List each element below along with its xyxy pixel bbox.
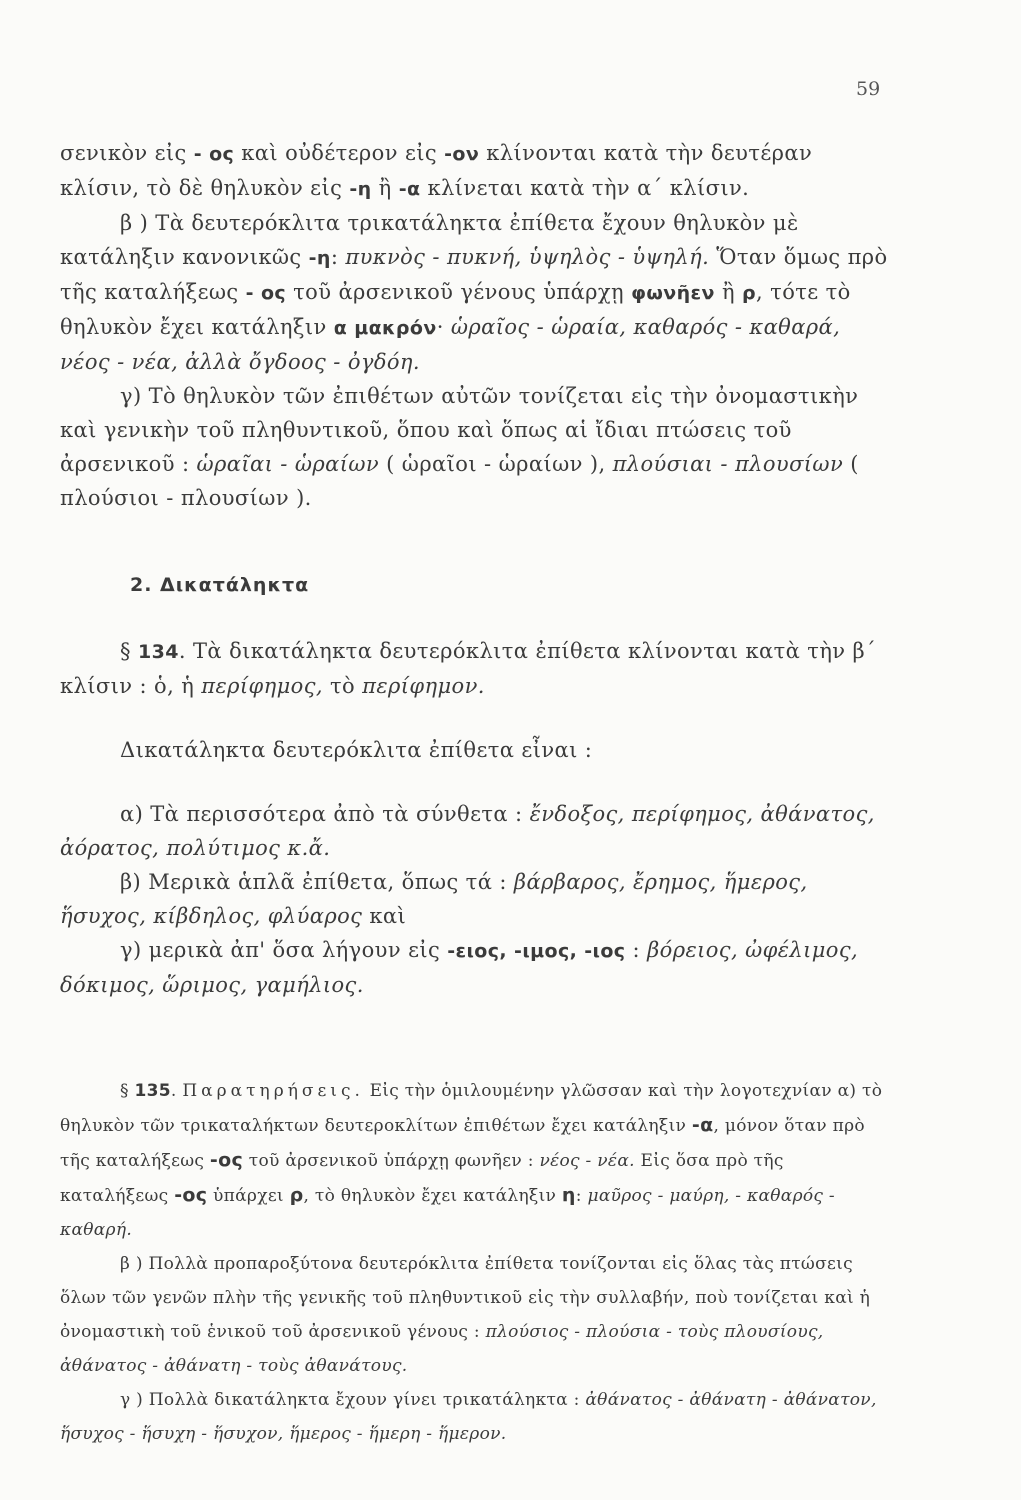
- text-run: , τότε τὸ θηλυκὸν ἔχει κατάληξιν: [60, 280, 851, 339]
- text-run-i: βόρειος, ὠφέλιμος, δόκιμος, ὥριμος, γαμήλιος.: [60, 938, 859, 997]
- text-run-b: η: [561, 1184, 576, 1206]
- text-run: ἢ: [371, 176, 399, 200]
- text-run: β ) Πολλὰ προπαροξύτονα δευτερόκλιτα ἐπίθετα τονίζονται εἰς ὅλας τὰς πτώσεις ὅλων τῶν γενῶν πλὴν τῆς γενικῆς τοῦ πληθυντικοῦ εἰς τὴν συλλαβήν, ποὺ τονίζεται καὶ ἡ ὀνομαστικὴ τοῦ ἑνικοῦ τοῦ ἀρσενικοῦ γένους :: [60, 1254, 871, 1342]
- text-run: καὶ: [362, 904, 407, 928]
- text-run: β ) Τὰ δευτερόκλιτα τρικατάληκτα ἐπίθετα ἔχουν θηλυκὸν μὲ κατάληξιν κανονικῶς: [60, 211, 799, 269]
- text-run-b: - ος: [245, 282, 287, 304]
- text-run: :: [330, 245, 346, 269]
- text-run-sec: 135: [134, 1081, 171, 1101]
- text-run: γ) μερικὰ ἀπ' ὅσα λήγουν εἰς: [120, 938, 448, 962]
- paragraph-beta-feminine-ending: [60, 206, 896, 379]
- text-run: §: [120, 1081, 135, 1101]
- text-run-b: -ειος, -ιμος, -ιος: [447, 940, 626, 962]
- text-run-b: -ος: [209, 1149, 244, 1171]
- section-heading-dikatalikta: 2. Δικατάληκτα: [130, 574, 310, 596]
- text-run-i: πλούσιαι - πλουσίων: [612, 452, 844, 476]
- text-run: τὸ: [322, 674, 363, 698]
- text-run-b: ρ: [742, 282, 757, 304]
- text-run-i: ὡραῖαι - ὡραίων: [196, 452, 380, 476]
- paragraph-section-135-beta: [60, 1247, 896, 1383]
- text-run-b: 134: [137, 641, 179, 663]
- text-run-b: -ος: [174, 1184, 208, 1206]
- text-run-b: -η: [308, 247, 331, 269]
- paragraph-section-135-gamma: [60, 1383, 896, 1451]
- text-run: ἢ: [714, 280, 743, 304]
- text-run-i: πυκνὸς - πυκνή, ὑψηλὸς - ὑψηλή.: [345, 245, 710, 269]
- page-number: 59: [856, 78, 881, 100]
- text-run: ὑπάρχει: [207, 1186, 290, 1206]
- text-run: :: [575, 1186, 588, 1206]
- text-run-b: -η: [349, 178, 372, 200]
- paragraph-section-135-alpha: [60, 1074, 896, 1247]
- list-item-alpha: [60, 797, 896, 865]
- text-run: ( πλούσιοι - πλουσίων ).: [60, 452, 859, 510]
- text-run: Εἰς τὴν ὁμιλουμένην γλῶσσαν καὶ τὴν λογοτεχνίαν α) τὸ θηλυκὸν τῶν τρικαταλήκτων δευτεροκλίτων ἐπιθέτων ἔχει κατάληξιν: [60, 1081, 883, 1136]
- text-run: σενικὸν εἰς: [60, 141, 194, 165]
- text-run-b: φωνῆεν: [631, 282, 715, 304]
- text-run: :: [625, 938, 648, 962]
- text-run-i: περίφημος,: [201, 674, 323, 698]
- text-run-i: περίφημον.: [362, 674, 485, 698]
- text-run-i: ἔνδοξος, περίφημος, ἀθάνατος, ἀόρατος, πολύτιμος κ.ἄ.: [60, 802, 875, 860]
- text-run: Εἰς ὅσα πρὸ τῆς καταλήξεως: [60, 1151, 784, 1206]
- text-run: , τὸ θηλυκὸν ἔχει κατάληξιν: [303, 1186, 562, 1206]
- paragraph-section-134: [60, 634, 896, 703]
- text-run: §: [120, 639, 138, 663]
- top-text-block: [60, 136, 896, 515]
- text-run-b: -α: [691, 1114, 714, 1136]
- text-run-i: μαῦρος - μαύρη, - καθαρός - καθαρή.: [60, 1186, 835, 1240]
- text-run: Ὅταν ὅμως πρὸ τῆς καταλήξεως: [60, 245, 888, 304]
- text-run-b: -ον: [444, 143, 480, 165]
- text-run: καὶ οὐδέτερον εἰς: [234, 141, 445, 165]
- text-run: τοῦ ἀρσενικοῦ ὑπάρχῃ φωνῆεν :: [243, 1151, 540, 1171]
- text-run-i: πλούσιος - πλούσια - τοὺς πλουσίους, ἀθάνατος - ἀθάνατη - τοὺς ἀθανάτους.: [60, 1322, 824, 1376]
- paragraph-adjectives-declension: [60, 136, 896, 206]
- text-run: . Τὰ δικατάληκτα δευτερόκλιτα ἐπίθετα κλίνονται κατὰ τὴν β΄ κλίσιν : ὁ, ἡ: [60, 639, 876, 698]
- text-run: κλίνονται κατὰ τὴν δευτέραν κλίσιν, τὸ δὲ θηλυκὸν εἰς: [60, 141, 813, 200]
- text-run-i: νέος - νέα.: [539, 1151, 635, 1171]
- text-run: κλίνεται κατὰ τὴν α΄ κλίσιν.: [420, 176, 750, 200]
- text-run-i: βάρβαρος, ἔρημος, ἥμερος, ἥσυχος, κίβδηλος, φλύαρος: [60, 870, 808, 928]
- list-item-beta: [60, 865, 896, 933]
- text-run: ·: [436, 315, 451, 339]
- paragraph-gamma-accentuation: [60, 379, 896, 515]
- text-run-spaced: Παρατηρήσεις.: [182, 1081, 364, 1101]
- text-run-b: -α: [398, 178, 421, 200]
- text-run-i: ὡραῖος - ὡραία, καθαρός - καθαρά, νέος - νέα, ἀλλὰ ὄγδοος - ὀγδόη.: [60, 315, 841, 374]
- text-run: γ ) Πολλὰ δικατάληκτα ἔχουν γίνει τρικατάληκτα :: [120, 1390, 586, 1410]
- text-run: τοῦ ἀρσενικοῦ γένους ὑπάρχῃ: [286, 280, 632, 304]
- section-134-block: [60, 634, 896, 1002]
- text-run-i: ἀθάνατος - ἀθάνατη - ἀθάνατον, ἥσυχος - ἥσυχη - ἥσυχον, ἥμερος - ἥμερη - ἥμερον.: [60, 1390, 877, 1444]
- list-item-gamma: [60, 933, 896, 1002]
- text-run: ( ὡραῖοι - ὡραίων ),: [379, 452, 613, 476]
- text-run-b: ρ: [289, 1184, 304, 1206]
- text-run: β) Μερικὰ ἁπλᾶ ἐπίθετα, ὅπως τά :: [120, 870, 514, 894]
- section-135-observations: [60, 1074, 896, 1451]
- text-run: .: [170, 1081, 183, 1101]
- text-run: , μόνον ὅταν πρὸ τῆς καταλήξεως: [60, 1116, 865, 1171]
- text-run: γ) Τὸ θηλυκὸν τῶν ἐπιθέτων αὐτῶν τονίζεται εἰς τὴν ὀνομαστικὴν καὶ γενικὴν τοῦ πληθυντικοῦ, ὅπου καὶ ὅπως αἱ ἴδιαι πτώσεις τοῦ ἀρσενικοῦ :: [60, 384, 859, 476]
- text-run-b: α μακρόν: [333, 317, 437, 339]
- paragraph-list-intro: [60, 733, 896, 767]
- text-run: α) Τὰ περισσότερα ἀπὸ τὰ σύνθετα :: [120, 802, 530, 826]
- text-run: Δικατάληκτα δευτερόκλιτα ἐπίθετα εἶναι :: [120, 738, 593, 762]
- text-run-b: - ος: [193, 143, 235, 165]
